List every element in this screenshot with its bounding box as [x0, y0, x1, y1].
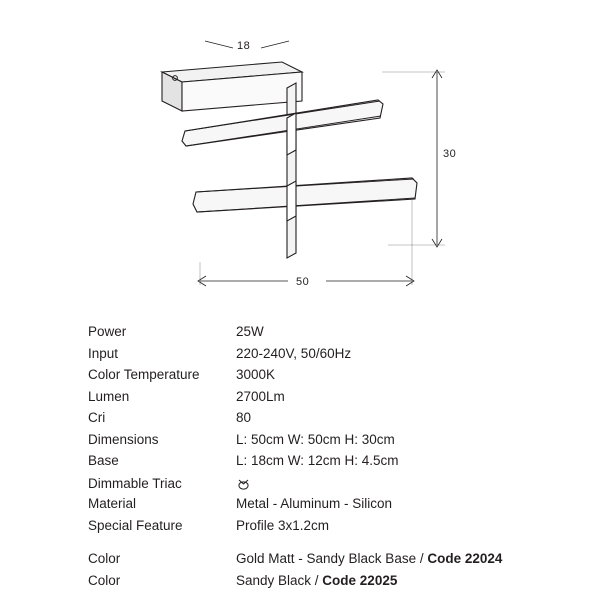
spec-row-base — [88, 453, 558, 475]
spec-label: Material — [88, 496, 137, 511]
spec-row-color-option-1 — [88, 551, 558, 573]
spec-label: Color — [88, 572, 121, 588]
spec-label: Lumen — [88, 388, 130, 404]
spec-label: Special Feature — [88, 517, 183, 533]
dimension-label-width-bottom: 50 — [296, 276, 310, 288]
spec-value: L: 18cm W: 12cm H: 4.5cm — [236, 453, 399, 468]
spec-value: 25W — [236, 324, 264, 339]
spec-label: Color — [88, 551, 121, 566]
product-code: Code 22024 — [427, 551, 503, 566]
spec-label: Power — [88, 324, 127, 339]
spec-label: Base — [88, 453, 119, 468]
color-name: Gold Matt - Sandy Black Base / — [236, 551, 428, 566]
spec-value: Profile 3x1.2cm — [236, 517, 330, 533]
spec-value: 220-240V, 50/60Hz — [236, 345, 352, 361]
dimension-label-width-top: 18 — [237, 40, 251, 52]
spec-row-material — [88, 496, 558, 518]
spec-value: L: 50cm W: 50cm H: 30cm — [236, 431, 395, 447]
spec-row-input — [88, 346, 558, 368]
spec-row-color-temperature — [88, 367, 558, 389]
spec-label: Dimensions — [88, 431, 159, 447]
dimmer-knob-icon — [236, 477, 251, 490]
spec-row-special-feature — [88, 518, 558, 540]
spec-value: 80 — [236, 410, 252, 425]
spec-label: Input — [88, 345, 119, 361]
spec-row-dimmable-triac — [88, 475, 558, 497]
spacer — [88, 539, 558, 551]
spec-row-color-option-2 — [88, 573, 558, 595]
spec-row-power — [88, 324, 558, 346]
spec-label: Dimmable Triac — [88, 475, 182, 491]
spec-value: 2700Lm — [236, 388, 285, 404]
specifications-table — [88, 324, 558, 594]
spec-value: 3000K — [236, 367, 276, 382]
product-code: Code 22025 — [322, 572, 398, 588]
spec-value — [236, 475, 251, 491]
spec-value — [236, 573, 397, 588]
spec-row-lumen — [88, 389, 558, 411]
spec-value: Metal - Aluminum - Silicon — [236, 496, 393, 511]
spec-row-dimensions — [88, 432, 558, 454]
color-name: Sandy Black / — [236, 572, 323, 588]
spec-row-cri — [88, 410, 558, 432]
spec-label: Cri — [88, 410, 106, 425]
spec-value — [236, 551, 502, 566]
dimension-label-height-right: 30 — [443, 148, 457, 160]
spec-label: Color Temperature — [88, 367, 200, 382]
